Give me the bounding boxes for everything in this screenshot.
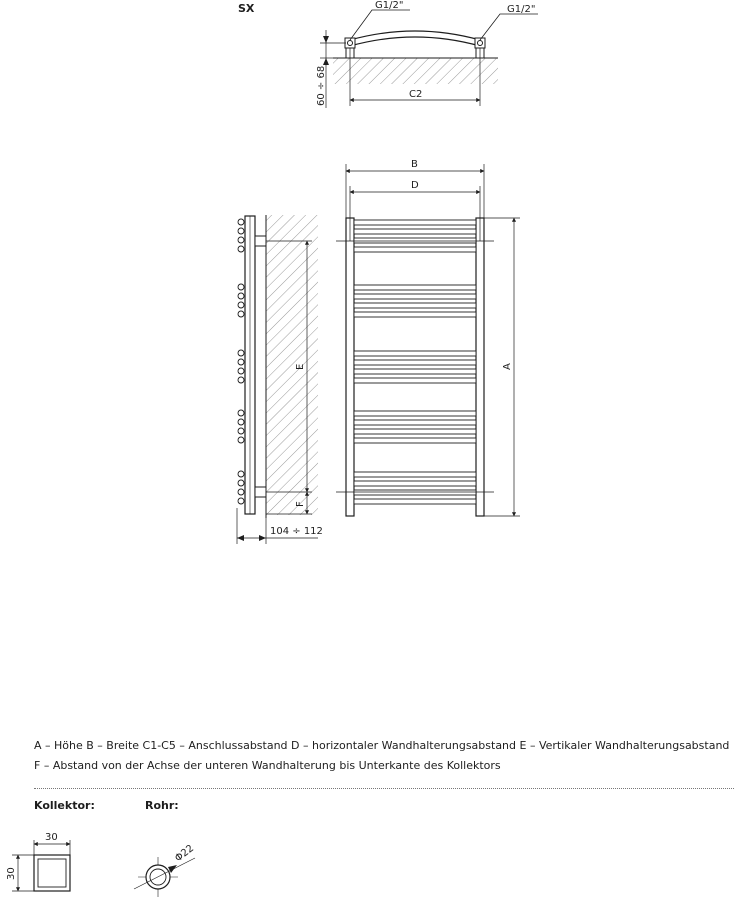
legend-line-1: A – Höhe B – Breite C1-C5 – Anschlussabstand D – horizontaler Wandhalterungsabstand E – Vertikaler Wandhalterungsabstand [34,739,730,752]
kollektor-width-label: 30 [45,832,58,843]
rohr-section [134,843,196,897]
side-tube-ends [238,219,244,504]
rohr-diameter-label: Φ22 [173,843,197,865]
front-left-collector [346,218,354,516]
rohr-title: Rohr: [145,799,179,812]
d-label: D [411,180,419,191]
wall-dist-arrow-bottom [323,58,329,65]
depth-arrow-right [259,535,266,541]
top-wall-hatch [333,58,498,84]
top-radiator-arc [350,31,480,40]
top-view [316,0,538,108]
side-lower-bracket [255,487,266,497]
front-view [336,159,520,516]
kollektor-inner [38,859,66,887]
side-upper-bracket [255,236,266,246]
depth-label: 104 ÷ 112 [270,526,323,537]
kollektor-height-label: 30 [6,867,17,880]
front-tubes [354,220,476,504]
c2-label: C2 [409,89,423,100]
legend-separator [34,788,734,789]
conn-left-leader [350,10,410,40]
conn-left-label: G1/2" [375,0,404,11]
a-label: A [502,363,513,370]
front-right-collector [476,218,484,516]
kollektor-section [6,832,70,891]
conn-right-leader [480,14,538,40]
top-radiator-arc-inner [350,37,480,46]
conn-right-label: G1/2" [507,4,536,15]
kollektor-title: Kollektor: [34,799,95,812]
side-wall-hatch [266,215,318,515]
e-label: E [295,363,306,370]
wall-dist-arrow-top [323,36,329,43]
side-view [237,215,323,544]
b-label: B [411,159,418,170]
f-label: F [295,501,306,507]
model-label: SX [238,2,255,15]
legend-line-2: F – Abstand von der Achse der unteren Wandhalterung bis Unterkante des Kollektors [34,759,501,772]
depth-arrow-left [237,535,244,541]
wall-distance-label: 60 ÷ 68 [316,65,327,106]
